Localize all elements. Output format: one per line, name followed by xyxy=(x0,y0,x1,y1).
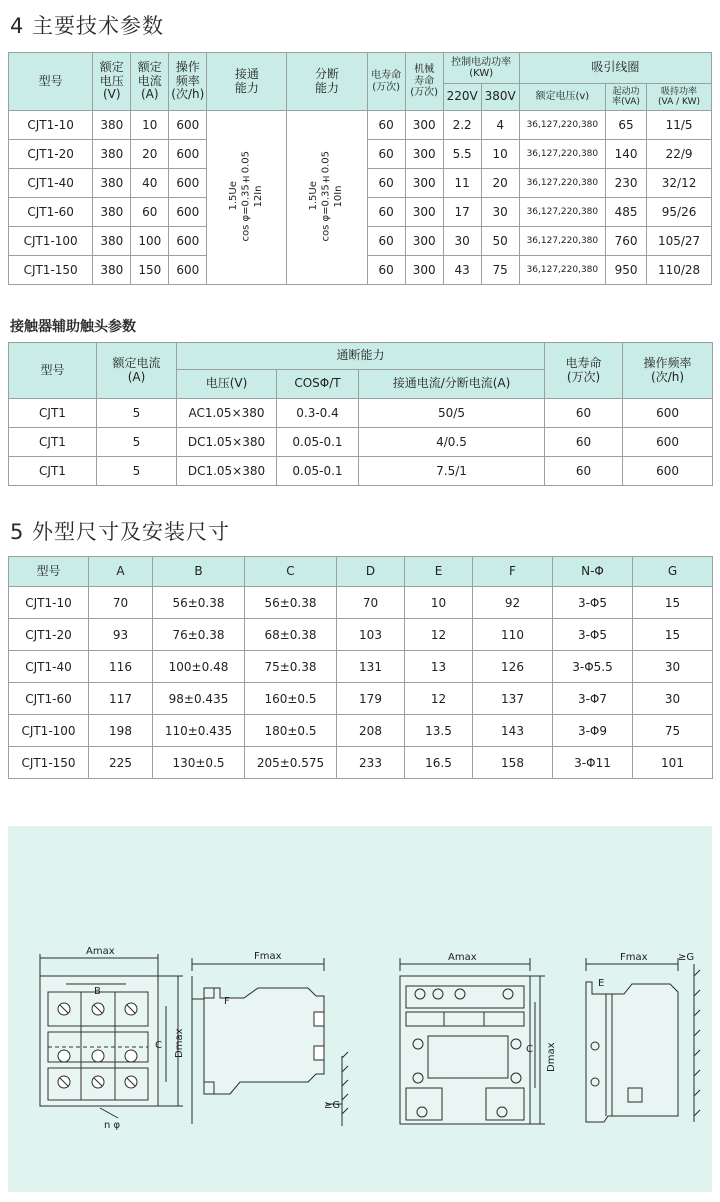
table-cell: 179 xyxy=(337,683,405,715)
table-cell: 30 xyxy=(633,683,713,715)
table-cell: 56±0.38 xyxy=(153,587,245,619)
dimension-table xyxy=(8,556,713,779)
dim-col-model: 型号 xyxy=(9,557,89,587)
dim-col-e: E xyxy=(405,557,473,587)
table-cell: 75±0.38 xyxy=(245,651,337,683)
table-cell: 117 xyxy=(89,683,153,715)
table-cell: CJT1-40 xyxy=(9,651,89,683)
table-cell: 110±0.435 xyxy=(153,715,245,747)
aux-contact-title: 接触器辅助触头参数 xyxy=(10,319,136,335)
col-coil-voltage: 额定电压(v) xyxy=(519,84,605,111)
table-cell: 60 xyxy=(545,457,623,486)
table-cell: 131 xyxy=(337,651,405,683)
table-cell: 16.5 xyxy=(405,747,473,779)
dim-col-f: F xyxy=(473,557,553,587)
dimension-drawing-panel xyxy=(8,826,712,1192)
table-cell: DC1.05×380 xyxy=(177,457,277,486)
col-ctrl-power: 控制电动功率 (KW) xyxy=(443,53,519,84)
table-cell: 760 xyxy=(606,227,647,256)
table-cell: 230 xyxy=(606,169,647,198)
break-capability-cell: 1.5Ue cos φ=0.35±0.05 10In xyxy=(287,111,367,285)
table-cell: 380 xyxy=(93,256,131,285)
col-break-cap: 分断 能力 xyxy=(287,53,367,111)
col-rated-voltage: 额定 电压 (V) xyxy=(93,53,131,111)
table-cell: 150 xyxy=(131,256,169,285)
table-cell: 60 xyxy=(367,140,405,169)
table-cell: CJT1 xyxy=(9,428,97,457)
table-cell: 110 xyxy=(473,619,553,651)
make-capability-cell: 1.5Ue cos φ=0.35±0.05 12In xyxy=(207,111,287,285)
label-fmax-1: Fmax xyxy=(254,951,282,962)
table-cell: CJT1-20 xyxy=(9,619,89,651)
table-cell: 10 xyxy=(405,587,473,619)
table-cell: 50 xyxy=(481,227,519,256)
col-mech-life: 机械 寿命 (万次) xyxy=(405,53,443,111)
table-cell: 95/26 xyxy=(647,198,712,227)
table-cell: 3-Φ5 xyxy=(553,587,633,619)
table-row xyxy=(9,683,713,715)
section-5-title: 5 外型尺寸及安装尺寸 xyxy=(10,520,231,544)
table-cell: 225 xyxy=(89,747,153,779)
table-cell: 75 xyxy=(633,715,713,747)
col-op-freq: 操作 频率 (次/h) xyxy=(169,53,207,111)
col-make-cap: 接通 能力 xyxy=(207,53,287,111)
table-cell: 110/28 xyxy=(647,256,712,285)
table-cell: 380 xyxy=(93,227,131,256)
table-cell: 68±0.38 xyxy=(245,619,337,651)
table-cell: 205±0.575 xyxy=(245,747,337,779)
table-cell: 5 xyxy=(97,399,177,428)
table-row xyxy=(9,111,712,140)
label-n-phi: n φ xyxy=(104,1120,121,1131)
main-spec-table xyxy=(8,52,712,285)
table-cell: 60 xyxy=(367,111,405,140)
table-cell: 600 xyxy=(169,140,207,169)
table-cell: 36,127,220,380 xyxy=(519,111,605,140)
table-cell: 13.5 xyxy=(405,715,473,747)
table-cell: 5 xyxy=(97,428,177,457)
col-hold-power: 吸持功率 (VA / KW) xyxy=(647,84,712,111)
table-cell: CJT1-150 xyxy=(9,747,89,779)
table-cell: 105/27 xyxy=(647,227,712,256)
table-row xyxy=(9,619,713,651)
table-row xyxy=(9,457,713,486)
table-cell: 3-Φ9 xyxy=(553,715,633,747)
table-cell: 5 xyxy=(97,457,177,486)
table-cell: CJT1 xyxy=(9,399,97,428)
col-220v: 220V xyxy=(443,84,481,111)
section-4-title: 4 主要技术参数 xyxy=(10,14,165,38)
table-cell: 300 xyxy=(405,227,443,256)
table-cell: 50/5 xyxy=(359,399,545,428)
table-cell: 130±0.5 xyxy=(153,747,245,779)
table-cell: 36,127,220,380 xyxy=(519,198,605,227)
table-cell: 70 xyxy=(337,587,405,619)
table-row xyxy=(9,715,713,747)
table-cell: 60 xyxy=(367,256,405,285)
table-cell: 0.05-0.1 xyxy=(277,457,359,486)
table-cell: 4/0.5 xyxy=(359,428,545,457)
label-fmax-2: Fmax xyxy=(620,952,648,963)
table-cell: 485 xyxy=(606,198,647,227)
table-cell: CJT1-60 xyxy=(9,198,93,227)
table-cell: CJT1-150 xyxy=(9,256,93,285)
col-380v: 380V xyxy=(481,84,519,111)
table-cell: 100±0.48 xyxy=(153,651,245,683)
table-cell: 600 xyxy=(169,227,207,256)
table-cell: CJT1-40 xyxy=(9,169,93,198)
table-cell: 3-Φ7 xyxy=(553,683,633,715)
table-cell: 20 xyxy=(131,140,169,169)
table-cell: 600 xyxy=(169,169,207,198)
table-cell: 101 xyxy=(633,747,713,779)
table-cell: 600 xyxy=(169,256,207,285)
table-cell: 70 xyxy=(89,587,153,619)
aux-contact-table xyxy=(8,342,713,486)
table-cell: 30 xyxy=(481,198,519,227)
table-cell: 600 xyxy=(169,198,207,227)
table-cell: 11 xyxy=(443,169,481,198)
table-cell: 300 xyxy=(405,111,443,140)
table-cell: 15 xyxy=(633,619,713,651)
table-cell: CJT1-60 xyxy=(9,683,89,715)
label-amax-2: Amax xyxy=(448,952,477,963)
aux-col-cos: COSΦ/T xyxy=(277,370,359,399)
table-cell: 13 xyxy=(405,651,473,683)
table-cell: 76±0.38 xyxy=(153,619,245,651)
table-cell: AC1.05×380 xyxy=(177,399,277,428)
table-cell: 36,127,220,380 xyxy=(519,140,605,169)
table-cell: 950 xyxy=(606,256,647,285)
table-cell: 0.3-0.4 xyxy=(277,399,359,428)
table-cell: 60 xyxy=(367,169,405,198)
col-coil: 吸引线圈 xyxy=(519,53,711,84)
table-cell: CJT1-10 xyxy=(9,587,89,619)
table-cell: 380 xyxy=(93,111,131,140)
table-cell: 60 xyxy=(545,428,623,457)
table-cell: DC1.05×380 xyxy=(177,428,277,457)
col-start-power: 起动功 率(VA) xyxy=(606,84,647,111)
table-cell: 380 xyxy=(93,169,131,198)
table-cell: 32/12 xyxy=(647,169,712,198)
table-row xyxy=(9,399,713,428)
table-cell: 12 xyxy=(405,619,473,651)
table-cell: 158 xyxy=(473,747,553,779)
table-cell: 208 xyxy=(337,715,405,747)
table-cell: CJT1-100 xyxy=(9,227,93,256)
aux-col-capability: 通断能力 xyxy=(177,343,545,370)
table-cell: 10 xyxy=(481,140,519,169)
table-row xyxy=(9,428,713,457)
table-cell: 300 xyxy=(405,198,443,227)
dim-col-a: A xyxy=(89,557,153,587)
table-cell: 10 xyxy=(131,111,169,140)
aux-col-op-freq: 操作频率 (次/h) xyxy=(623,343,713,399)
front-view-small xyxy=(40,954,183,1118)
table-cell: 140 xyxy=(606,140,647,169)
table-cell: 65 xyxy=(606,111,647,140)
table-cell: 3-Φ5.5 xyxy=(553,651,633,683)
table-cell: CJT1-20 xyxy=(9,140,93,169)
table-cell: 30 xyxy=(633,651,713,683)
col-model: 型号 xyxy=(9,53,93,111)
table-cell: 93 xyxy=(89,619,153,651)
table-cell: 60 xyxy=(367,227,405,256)
front-view-large xyxy=(400,958,545,1124)
table-cell: 600 xyxy=(623,428,713,457)
table-cell: 75 xyxy=(481,256,519,285)
label-e: E xyxy=(598,978,605,989)
table-cell: CJT1-100 xyxy=(9,715,89,747)
table-row xyxy=(9,587,713,619)
table-cell: 36,127,220,380 xyxy=(519,169,605,198)
label-dmax-1: Dmax xyxy=(174,1028,185,1058)
table-cell: 380 xyxy=(93,198,131,227)
table-cell: 4 xyxy=(481,111,519,140)
label-c-1: C xyxy=(155,1040,162,1051)
table-cell: 2.2 xyxy=(443,111,481,140)
label-g-2: ≥G xyxy=(678,952,695,963)
table-cell: 12 xyxy=(405,683,473,715)
table-cell: 180±0.5 xyxy=(245,715,337,747)
dim-col-g: G xyxy=(633,557,713,587)
table-cell: 380 xyxy=(93,140,131,169)
table-cell: 36,127,220,380 xyxy=(519,227,605,256)
table-cell: 92 xyxy=(473,587,553,619)
label-dmax-2: Dmax xyxy=(546,1042,557,1072)
aux-col-make-break: 接通电流/分断电流(A) xyxy=(359,370,545,399)
table-cell: 60 xyxy=(545,399,623,428)
table-cell: 198 xyxy=(89,715,153,747)
dim-col-d: D xyxy=(337,557,405,587)
col-rated-current: 额定 电流 (A) xyxy=(131,53,169,111)
table-row xyxy=(9,651,713,683)
table-cell: 15 xyxy=(633,587,713,619)
table-cell: 17 xyxy=(443,198,481,227)
table-cell: CJT1 xyxy=(9,457,97,486)
aux-col-voltage: 电压(V) xyxy=(177,370,277,399)
table-cell: 11/5 xyxy=(647,111,712,140)
table-cell: 36,127,220,380 xyxy=(519,256,605,285)
table-cell: 300 xyxy=(405,256,443,285)
table-cell: 3-Φ5 xyxy=(553,619,633,651)
table-cell: 60 xyxy=(367,198,405,227)
table-cell: 0.05-0.1 xyxy=(277,428,359,457)
table-cell: 233 xyxy=(337,747,405,779)
aux-col-elec-life: 电寿命 (万次) xyxy=(545,343,623,399)
dim-col-n-phi: N-Φ xyxy=(553,557,633,587)
table-cell: 5.5 xyxy=(443,140,481,169)
table-cell: 600 xyxy=(169,111,207,140)
dim-col-b: B xyxy=(153,557,245,587)
table-cell: 137 xyxy=(473,683,553,715)
table-cell: 40 xyxy=(131,169,169,198)
table-cell: 22/9 xyxy=(647,140,712,169)
dim-col-c: C xyxy=(245,557,337,587)
table-cell: 30 xyxy=(443,227,481,256)
table-cell: 143 xyxy=(473,715,553,747)
aux-col-current: 额定电流 (A) xyxy=(97,343,177,399)
label-b: B xyxy=(94,986,101,997)
label-g-1: ≥G xyxy=(324,1100,341,1111)
table-cell: 103 xyxy=(337,619,405,651)
aux-col-model: 型号 xyxy=(9,343,97,399)
table-cell: 98±0.435 xyxy=(153,683,245,715)
table-cell: 3-Φ11 xyxy=(553,747,633,779)
table-cell: 300 xyxy=(405,140,443,169)
table-cell: 20 xyxy=(481,169,519,198)
label-f: F xyxy=(224,996,230,1007)
col-elec-life: 电寿命 (万次) xyxy=(367,53,405,111)
table-row xyxy=(9,747,713,779)
table-cell: 116 xyxy=(89,651,153,683)
table-cell: 43 xyxy=(443,256,481,285)
label-c-2: C xyxy=(526,1044,533,1055)
table-cell: 160±0.5 xyxy=(245,683,337,715)
table-cell: 126 xyxy=(473,651,553,683)
table-cell: 60 xyxy=(131,198,169,227)
table-cell: 7.5/1 xyxy=(359,457,545,486)
table-cell: 600 xyxy=(623,399,713,428)
table-cell: 56±0.38 xyxy=(245,587,337,619)
table-cell: 100 xyxy=(131,227,169,256)
table-cell: CJT1-10 xyxy=(9,111,93,140)
dimension-drawings xyxy=(8,826,712,1192)
table-cell: 300 xyxy=(405,169,443,198)
label-amax-1: Amax xyxy=(86,946,115,957)
table-cell: 600 xyxy=(623,457,713,486)
